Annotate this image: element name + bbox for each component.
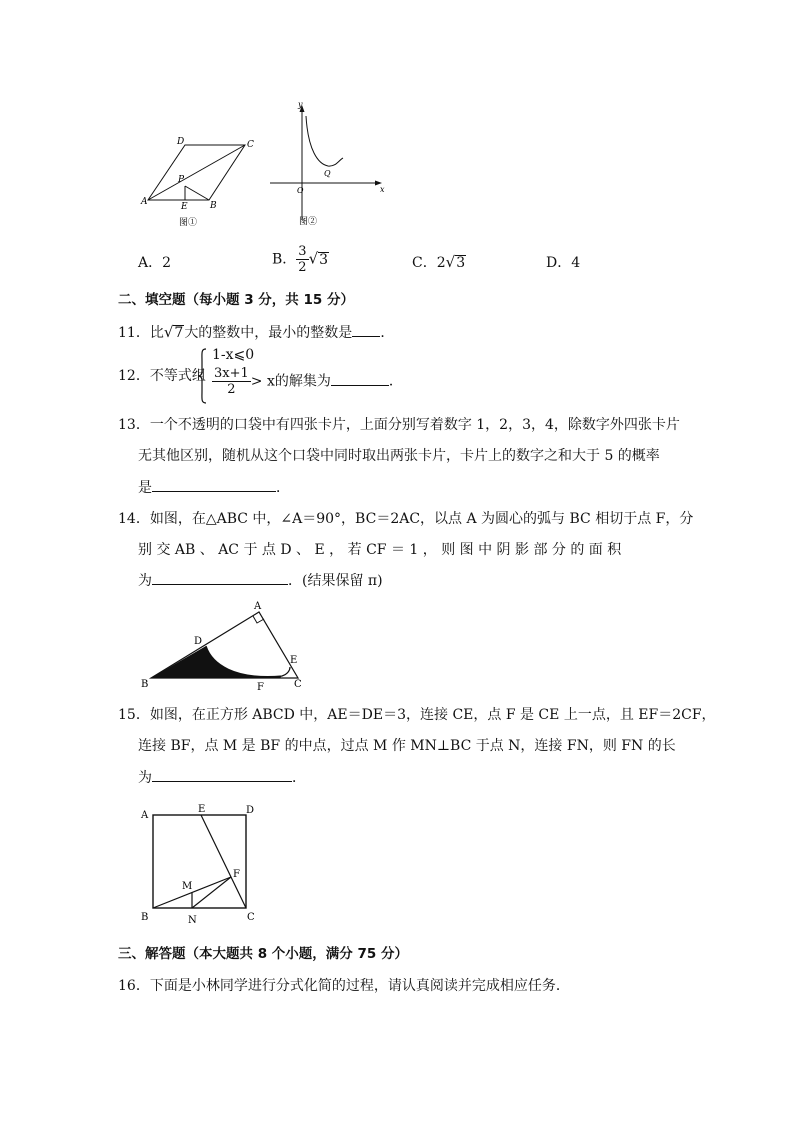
question-12 (118, 366, 206, 386)
fig2-label-O: O (297, 186, 304, 195)
question-15-line-1: 15．如图，在正方形 ABCD 中，AE＝DE＝3，连接 CE，点 F 是 CE 上一点，且 EF＝2CF， (118, 707, 716, 723)
fig15-label-A: A (141, 810, 149, 821)
q12-gt: > x (250, 373, 275, 390)
option-b-denominator: 2 (298, 260, 307, 275)
radical-sign: √ (308, 249, 319, 268)
q12-answer-blank[interactable] (331, 371, 389, 386)
fig1-label-A: A (141, 197, 148, 207)
fig1-label-E: E (181, 202, 188, 212)
option-d-label: D．4 (546, 255, 581, 271)
q15-line3-prefix: 为 (138, 770, 152, 786)
fig2-label-x: x (380, 185, 385, 194)
fig15-label-N: N (188, 915, 197, 926)
q13-end: ． (276, 480, 290, 496)
fig1-label-P: P (178, 175, 185, 185)
option-b-label: B． (272, 251, 297, 268)
section-3-heading: 三、解答题（本大题共 8 个小题，满分 75 分） (118, 946, 408, 962)
question-13-line-2: 无其他区别，随机从这个口袋中同时取出两张卡片，卡片上的数字之和大于 5 的概率 (138, 448, 660, 464)
figure-2 (266, 100, 390, 230)
radical-sign: √ (163, 323, 174, 341)
fig14-label-A: A (254, 601, 262, 612)
fig1-label-C: C (247, 140, 254, 150)
q13-line3-prefix: 是 (138, 480, 152, 496)
question-14-line-3 (138, 570, 383, 591)
fig2-caption: 图② (299, 217, 318, 227)
option-c-radicand: 3 (456, 255, 466, 271)
q11-suffix: 大的整数中，最小的整数是 (184, 325, 353, 341)
q11-end: ． (380, 325, 395, 341)
q12-prefix: 12．不等式组 (118, 368, 206, 384)
option-b-radicand: 3 (319, 251, 329, 268)
q15-end: ． (292, 770, 306, 786)
radical-sign: √ (445, 253, 456, 271)
q12-inequality-1: 1-x⩽0 (212, 347, 255, 363)
q12-suffix: 的解集为 (274, 373, 331, 390)
fig14-label-C: C (294, 679, 302, 690)
fig15-label-B: B (141, 912, 149, 923)
fig14-label-B: B (141, 679, 149, 690)
option-a (138, 252, 171, 272)
q11-answer-blank[interactable] (352, 322, 380, 337)
option-c-label: C．2 (412, 255, 446, 271)
q11-prefix: 11．比 (118, 325, 164, 341)
fig2-label-Q: Q (324, 169, 331, 178)
option-b-numerator: 3 (298, 244, 307, 259)
fig15-label-F: F (233, 869, 240, 880)
fig1-label-B: B (210, 201, 217, 211)
q14-line3-suffix: ．(结果保留 π) (288, 573, 383, 589)
left-brace (196, 347, 208, 405)
q12-inequality-2 (212, 366, 403, 397)
option-b-fraction (296, 244, 308, 275)
q12-fraction (212, 366, 251, 397)
question-15-line-2: 连接 BF，点 M 是 BF 的中点，过点 M 作 MN⊥BC 于点 N，连接 FN，则 FN 的长 (138, 738, 676, 754)
fig14-label-E: E (290, 655, 298, 666)
question-14-line-1: 14．如图，在△ABC 中，∠A＝90°，BC＝2AC，以点 A 为圆心的弧与 BC 相切于点 F，分 (118, 511, 694, 527)
q15-answer-blank[interactable] (152, 767, 292, 782)
fig14-label-D: D (194, 636, 203, 647)
fig14-label-F: F (257, 682, 264, 693)
fig1-caption: 图① (179, 218, 198, 228)
q12-end: ． (388, 373, 403, 390)
fig15-label-E: E (198, 804, 206, 815)
figure-q15 (136, 800, 264, 928)
option-c (412, 252, 466, 272)
fig2-label-y: y (298, 100, 303, 109)
fig15-label-D: D (246, 805, 255, 816)
q13-answer-blank[interactable] (152, 477, 276, 492)
fig15-label-M: M (182, 881, 193, 892)
question-14-line-2: 别 交 AB 、 AC 于 点 D 、 E ， 若 CF ＝ 1 ， 则 图 中 阴 影 部 分 的 面 积 (138, 542, 622, 558)
q14-answer-blank[interactable] (152, 570, 288, 585)
question-13-line-1: 13．一个不透明的口袋中有四张卡片，上面分别写着数字 1，2，3，4，除数字外四张卡片 (118, 417, 680, 433)
figure-q14 (138, 596, 312, 694)
q12-denominator: 2 (227, 382, 236, 397)
question-11 (118, 322, 394, 343)
section-2-heading: 二、填空题（每小题 3 分，共 15 分） (118, 292, 354, 308)
fig1-label-D: D (177, 137, 185, 147)
q12-numerator: 3x+1 (214, 366, 249, 381)
figure-1 (140, 136, 260, 232)
option-a-label: A．2 (138, 255, 172, 271)
option-d (546, 252, 580, 272)
option-b (272, 244, 329, 275)
q11-radicand: 7 (174, 325, 184, 341)
fig15-label-C: C (247, 912, 255, 923)
question-15-line-3 (138, 767, 306, 788)
q14-line3-prefix: 为 (138, 573, 152, 589)
question-13-line-3 (138, 477, 290, 498)
question-16: 16．下面是小林同学进行分式化简的过程，请认真阅读并完成相应任务． (118, 978, 570, 994)
